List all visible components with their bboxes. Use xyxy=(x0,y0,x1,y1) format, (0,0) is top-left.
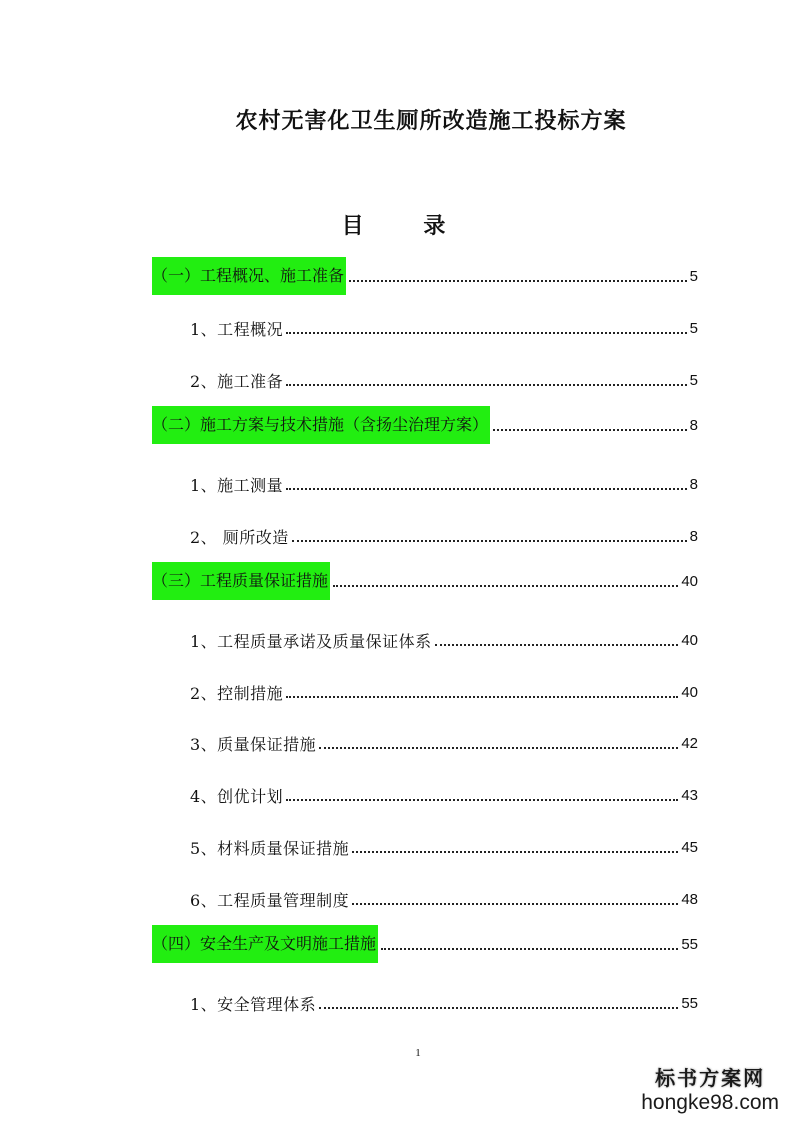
toc-item-label: 6、工程质量管理制度 xyxy=(190,890,350,910)
toc-item-label: 2、控制措施 xyxy=(190,683,284,703)
toc-page-number: 8 xyxy=(689,416,698,434)
toc-page-number: 40 xyxy=(681,631,698,649)
dot-leader xyxy=(352,903,678,905)
toc-page-number: 42 xyxy=(681,734,698,752)
toc-page-number: 8 xyxy=(689,527,698,545)
toc-item-label: 1、施工测量 xyxy=(190,475,284,495)
dot-leader xyxy=(333,585,678,587)
watermark-site-name: 标书方案网 xyxy=(655,1068,766,1090)
toc-section-label: （三）工程质量保证措施 xyxy=(152,562,330,600)
toc-item-row[interactable] xyxy=(190,880,698,918)
toc-page-number: 55 xyxy=(681,994,698,1012)
toc-item-row[interactable] xyxy=(190,724,698,762)
toc-item-label: 1、工程概况 xyxy=(190,319,284,339)
toc-item-label: 3、质量保证措施 xyxy=(190,734,317,754)
toc-section-row[interactable] xyxy=(152,257,698,295)
toc-item-row[interactable] xyxy=(190,984,698,1022)
dot-leader xyxy=(286,799,678,801)
dot-leader xyxy=(493,429,687,431)
page-number-footer: 1 xyxy=(415,1047,421,1059)
dot-leader xyxy=(286,488,686,490)
toc-page-number: 5 xyxy=(689,267,698,285)
dot-leader xyxy=(286,696,678,698)
toc-item-row[interactable] xyxy=(190,517,698,555)
toc-page-number: 43 xyxy=(681,786,698,804)
toc-section-row[interactable] xyxy=(152,406,698,444)
toc-item-row[interactable] xyxy=(190,828,698,866)
toc-item-label: 1、工程质量承诺及质量保证体系 xyxy=(190,631,432,651)
dot-leader xyxy=(352,851,678,853)
toc-item-row[interactable] xyxy=(190,465,698,503)
watermark xyxy=(641,1067,779,1115)
toc-page-number: 55 xyxy=(681,935,698,953)
toc-page-number: 40 xyxy=(681,572,698,590)
toc-page-number: 48 xyxy=(681,890,698,908)
watermark-url: hongke98.com xyxy=(641,1091,779,1114)
dot-leader xyxy=(349,280,687,282)
toc-section-label: （二）施工方案与技术措施（含扬尘治理方案） xyxy=(152,406,490,444)
toc-heading: 目 录 xyxy=(341,213,472,239)
toc-page-number: 40 xyxy=(681,683,698,701)
dot-leader xyxy=(319,1007,678,1009)
dot-leader xyxy=(292,540,687,542)
toc-page-number: 45 xyxy=(681,838,698,856)
toc-section-label: （四）安全生产及文明施工措施 xyxy=(152,925,378,963)
toc-item-row[interactable] xyxy=(190,309,698,347)
dot-leader xyxy=(319,747,678,749)
toc-item-label: 4、创优计划 xyxy=(190,786,284,806)
toc-item-label: 2、施工准备 xyxy=(190,371,284,391)
toc-item-row[interactable] xyxy=(190,621,698,659)
toc-item-row[interactable] xyxy=(190,673,698,711)
toc-section-row[interactable] xyxy=(152,925,698,963)
toc-section-row[interactable] xyxy=(152,562,698,600)
dot-leader xyxy=(286,384,686,386)
toc-item-label: 1、安全管理体系 xyxy=(190,994,317,1014)
toc-section-label: （一）工程概况、施工准备 xyxy=(152,257,346,295)
toc-page-number: 8 xyxy=(689,475,698,493)
dot-leader xyxy=(435,644,679,646)
document-title: 农村无害化卫生厕所改造施工投标方案 xyxy=(235,108,627,134)
toc-item-row[interactable] xyxy=(190,776,698,814)
dot-leader xyxy=(286,332,686,334)
toc-item-row[interactable] xyxy=(190,361,698,399)
toc-page-number: 5 xyxy=(689,371,698,389)
toc-item-label: 5、材料质量保证措施 xyxy=(190,838,350,858)
toc-page-number: 5 xyxy=(689,319,698,337)
dot-leader xyxy=(381,948,678,950)
toc-item-label: 2、 厕所改造 xyxy=(190,527,289,547)
